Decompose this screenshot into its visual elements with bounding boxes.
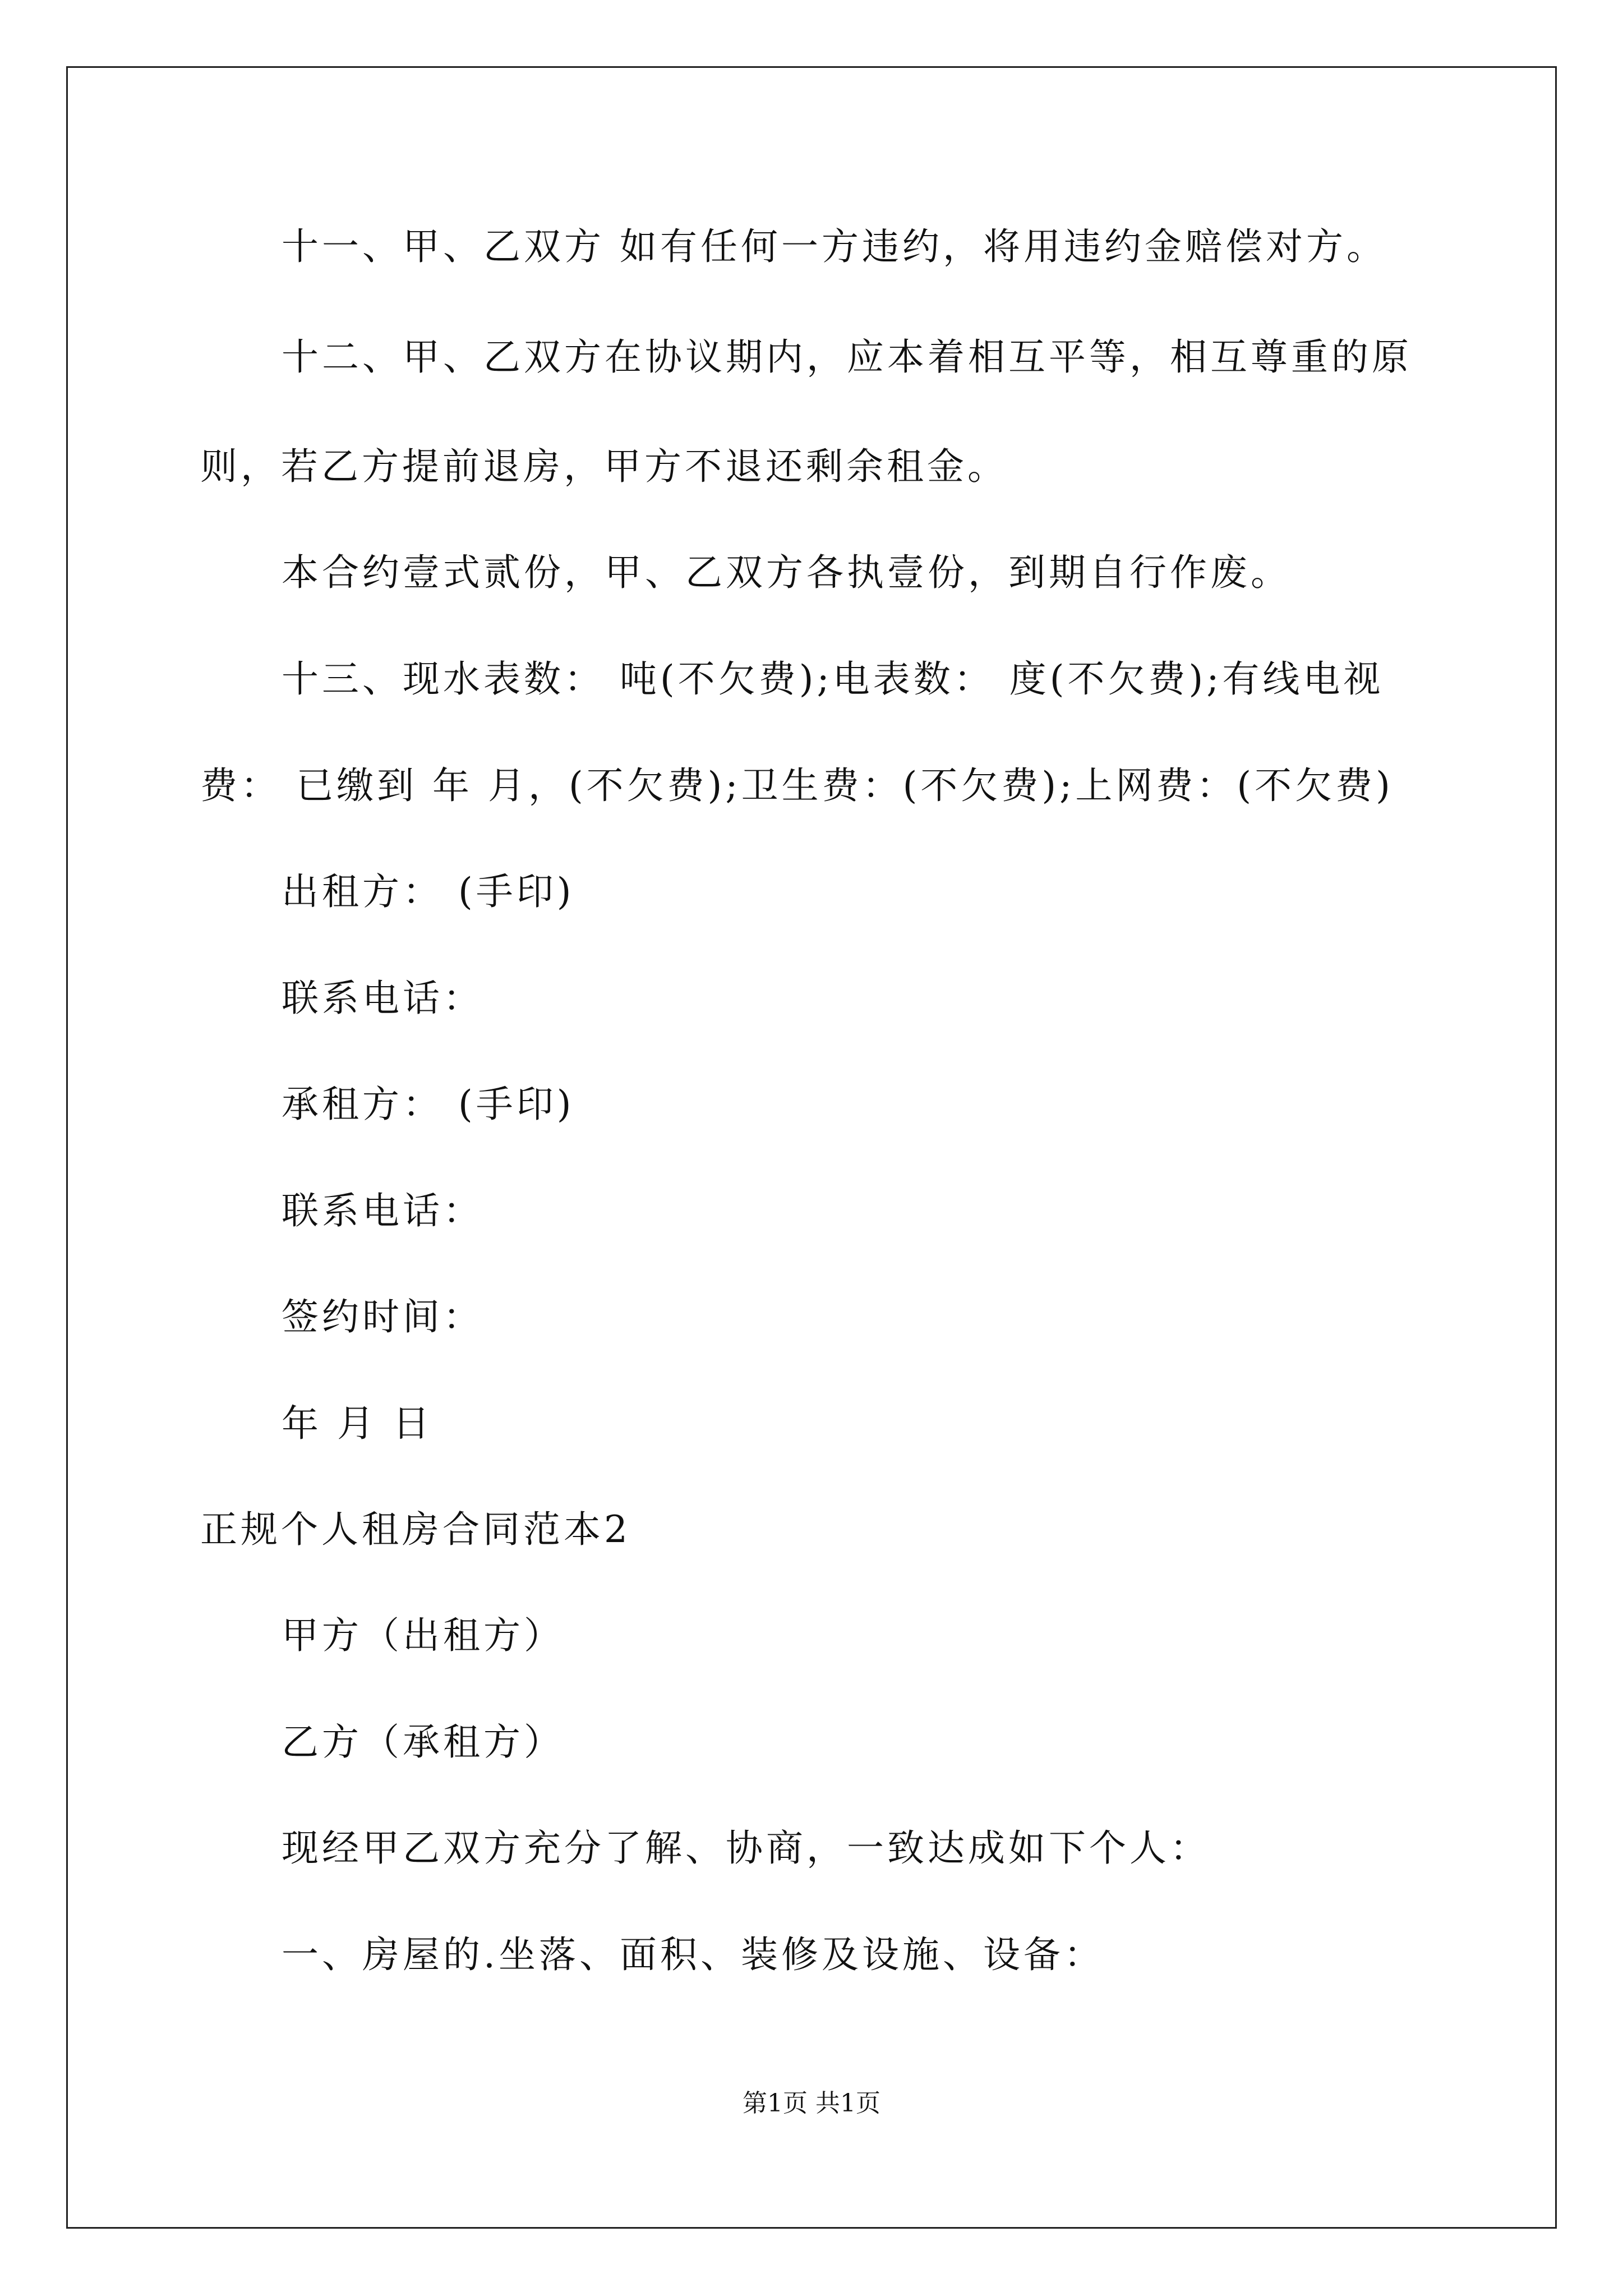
clause-12-line-2: 则，若乙方提前退房，甲方不退还剩余租金。 xyxy=(200,445,1008,488)
clause-11: 十一、甲、乙双方 如有任何一方违约，将用违约金赔偿对方。 xyxy=(282,225,1387,268)
lessee-phone: 联系电话： xyxy=(282,1189,483,1232)
party-b: 乙方（承租方） xyxy=(282,1720,564,1764)
copies-clause: 本合约壹式贰份，甲、乙双方各执壹份，到期自行作废。 xyxy=(282,551,1291,594)
lessor-phone: 联系电话： xyxy=(282,977,483,1020)
intro-paragraph: 现经甲乙双方充分了解、协商，一致达成如下个人： xyxy=(282,1826,1210,1870)
clause-12-line-1: 十二、甲、乙双方在协议期内，应本着相互平等，相互尊重的原 xyxy=(282,335,1412,379)
party-a: 甲方（出租方） xyxy=(282,1614,564,1657)
clause-13-line-2: 费： 已缴到 年 月，(不欠费);卫生费：(不欠费);上网费：(不欠费) xyxy=(200,764,1394,807)
section-title-2: 正规个人租房合同范本2 xyxy=(200,1508,631,1551)
lessor-signature: 出租方： (手印) xyxy=(282,870,575,913)
signing-date: 年 月 日 xyxy=(282,1402,433,1445)
lessee-signature: 承租方： (手印) xyxy=(282,1083,575,1126)
clause-13-line-1: 十三、现水表数： 吨(不欠费);电表数： 度(不欠费);有线电视 xyxy=(282,657,1384,701)
page-footer: 第1页 共1页 xyxy=(743,2089,880,2118)
item-1-heading: 一、房屋的.坐落、面积、装修及设施、设备： xyxy=(282,1933,1104,1976)
signing-time: 签约时间： xyxy=(282,1295,483,1338)
page-border xyxy=(66,66,1557,2229)
